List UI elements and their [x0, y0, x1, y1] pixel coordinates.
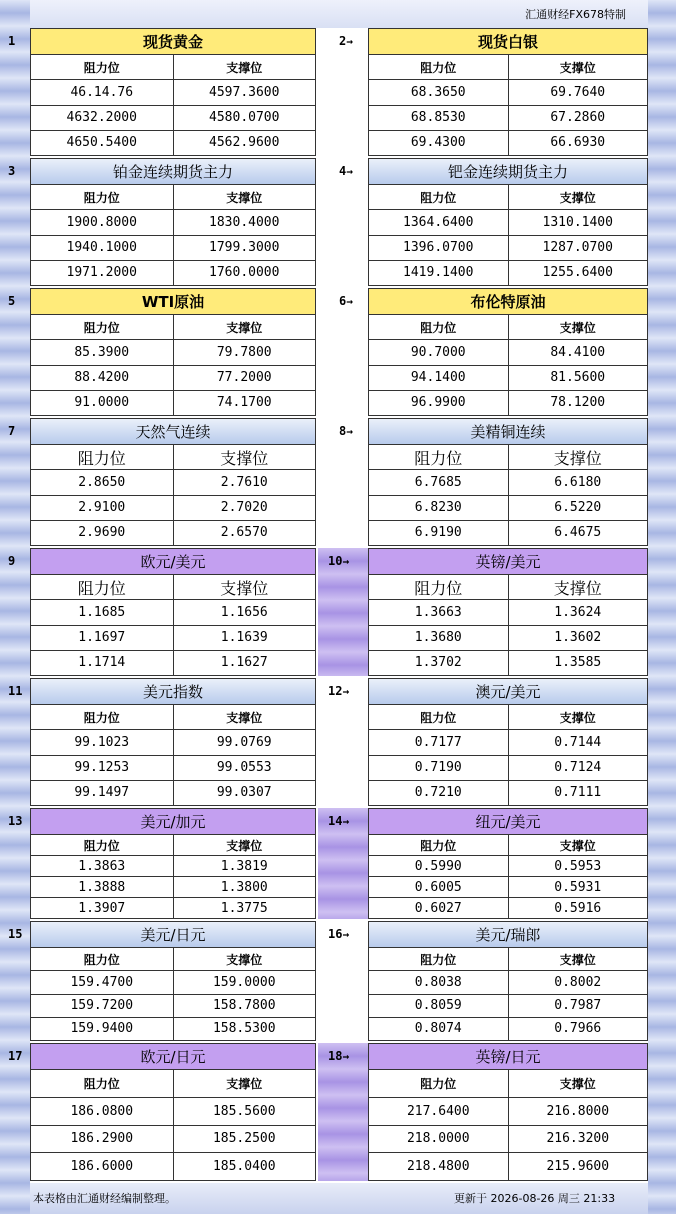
resistance-value: 0.6027 — [414, 900, 462, 916]
resistance-value: 0.7210 — [414, 785, 462, 801]
quote-panel — [368, 678, 648, 806]
column-header-row — [31, 835, 315, 856]
panel-number-label: 18 — [328, 1049, 343, 1063]
column-header-row — [369, 185, 647, 210]
panel-title: 英镑/美元 — [369, 549, 647, 575]
resistance-header: 阻力位 — [414, 578, 463, 598]
column-header-row — [369, 835, 647, 856]
resistance-value: 68.3650 — [410, 84, 466, 100]
support-value: 77.2000 — [173, 366, 316, 390]
price-row — [31, 898, 315, 918]
support-value: 6.4675 — [508, 521, 648, 545]
price-row — [369, 340, 647, 365]
support-value: 4562.9600 — [173, 131, 316, 155]
quote-panel — [30, 808, 316, 919]
support-value: 1.3819 — [173, 856, 316, 876]
quote-panel — [368, 158, 648, 286]
panel-number: 9 — [8, 554, 16, 568]
support-header: 支撑位 — [508, 315, 648, 339]
resistance-header: 阻力位 — [420, 190, 457, 205]
resistance-value: 99.1253 — [74, 760, 130, 776]
support-value: 2.7610 — [173, 470, 316, 494]
price-row — [369, 1153, 647, 1180]
resistance-value: 0.5990 — [414, 858, 462, 874]
support-value: 158.5300 — [173, 1018, 316, 1040]
column-header-row — [31, 55, 315, 80]
resistance-value: 186.6000 — [70, 1159, 134, 1175]
resistance-value: 1.1714 — [78, 655, 126, 671]
resistance-value: 1.3680 — [414, 630, 462, 646]
panel-number-label: 12 — [328, 684, 343, 698]
price-row — [31, 236, 315, 261]
resistance-header: 阻力位 — [420, 838, 457, 853]
resistance-value: 1419.1400 — [403, 265, 474, 281]
panel-number-label: 6 — [339, 294, 347, 308]
price-row — [369, 366, 647, 391]
right-gutter — [648, 0, 676, 1214]
support-value: 66.6930 — [508, 131, 648, 155]
support-header: 支撑位 — [508, 1070, 648, 1097]
support-value: 1310.1400 — [508, 210, 648, 234]
column-header-row — [369, 315, 647, 340]
resistance-value: 1940.1000 — [66, 240, 137, 256]
price-row — [369, 995, 647, 1018]
resistance-value: 90.7000 — [410, 344, 466, 360]
panel-number — [328, 927, 349, 941]
price-row — [31, 756, 315, 781]
price-row — [31, 1098, 315, 1126]
price-row — [31, 971, 315, 994]
quote-panel — [30, 158, 316, 286]
column-header-row — [31, 185, 315, 210]
support-header: 支撑位 — [508, 705, 648, 729]
resistance-value: 2.9100 — [78, 500, 126, 516]
resistance-value: 159.4700 — [70, 974, 134, 990]
resistance-value: 68.8530 — [410, 110, 466, 126]
support-header: 支撑位 — [508, 948, 648, 970]
price-row — [31, 781, 315, 805]
support-header: 支撑位 — [508, 55, 648, 79]
panel-number: 11 — [8, 684, 23, 698]
price-row — [31, 131, 315, 155]
support-value: 0.5953 — [508, 856, 648, 876]
footer-note: 本表格由汇通财经编制整理。 — [33, 1192, 176, 1205]
resistance-value: 2.8650 — [78, 474, 126, 490]
price-row — [31, 470, 315, 495]
panel-number-label: 2 — [339, 34, 347, 48]
price-row — [369, 131, 647, 155]
resistance-value: 99.1497 — [74, 785, 130, 801]
panel-title: 美元/瑞郎 — [369, 922, 647, 948]
arrow-right-icon: → — [342, 815, 350, 828]
price-row — [369, 236, 647, 261]
resistance-value: 1364.6400 — [403, 214, 474, 230]
price-row — [369, 877, 647, 898]
price-row — [369, 1126, 647, 1154]
price-row — [369, 626, 647, 651]
support-value: 1.1656 — [173, 600, 316, 624]
resistance-value: 0.6005 — [414, 879, 462, 895]
arrow-right-icon: → — [342, 928, 350, 941]
support-value: 84.4100 — [508, 340, 648, 364]
arrow-right-icon: → — [342, 555, 350, 568]
resistance-value: 1.3702 — [414, 655, 462, 671]
support-value: 74.1700 — [173, 391, 316, 415]
price-row — [369, 856, 647, 877]
support-value: 2.6570 — [173, 521, 316, 545]
column-header-row — [31, 315, 315, 340]
panel-number-label: 8 — [339, 424, 347, 438]
support-value: 69.7640 — [508, 80, 648, 104]
resistance-header: 阻力位 — [83, 60, 120, 75]
column-header-row — [369, 948, 647, 971]
price-row — [369, 1098, 647, 1126]
price-row — [369, 391, 647, 415]
support-value: 1.3775 — [173, 898, 316, 918]
support-value: 0.7124 — [508, 756, 648, 780]
resistance-header: 阻力位 — [83, 710, 120, 725]
support-header: 支撑位 — [173, 55, 316, 79]
support-header: 支撑位 — [508, 835, 648, 855]
price-row — [369, 210, 647, 235]
support-value: 1287.0700 — [508, 236, 648, 260]
resistance-value: 6.8230 — [414, 500, 462, 516]
arrow-right-icon: → — [346, 295, 353, 308]
resistance-value: 1.3888 — [78, 879, 126, 895]
resistance-value: 96.9900 — [410, 395, 466, 411]
panel-number — [328, 814, 349, 828]
resistance-value: 46.14.76 — [70, 84, 134, 100]
support-value: 216.8000 — [508, 1098, 648, 1125]
resistance-value: 159.9400 — [70, 1021, 134, 1037]
resistance-header: 阻力位 — [420, 710, 457, 725]
support-value: 0.7987 — [508, 995, 648, 1017]
price-row — [369, 470, 647, 495]
column-header-row — [369, 1070, 647, 1098]
price-row — [369, 261, 647, 285]
quote-panel — [368, 808, 648, 919]
support-value: 1.1639 — [173, 626, 316, 650]
support-header: 支撑位 — [173, 1070, 316, 1097]
resistance-value: 0.8038 — [414, 974, 462, 990]
support-value: 0.7144 — [508, 730, 648, 754]
support-value: 6.6180 — [508, 470, 648, 494]
panel-number: 7 — [8, 424, 16, 438]
arrow-right-icon: → — [342, 685, 350, 698]
panel-number — [339, 164, 353, 178]
panel-title: 现货黄金 — [31, 29, 315, 55]
resistance-value: 1900.8000 — [66, 214, 137, 230]
price-row — [369, 106, 647, 131]
support-value: 99.0769 — [173, 730, 316, 754]
resistance-value: 159.7200 — [70, 998, 134, 1014]
resistance-value: 217.6400 — [406, 1103, 470, 1119]
panel-number: 15 — [8, 927, 23, 941]
quote-panel — [30, 548, 316, 676]
resistance-value: 1.3663 — [414, 604, 462, 620]
support-value: 4580.0700 — [173, 106, 316, 130]
price-row — [31, 80, 315, 105]
panel-number: 3 — [8, 164, 16, 178]
resistance-header: 阻力位 — [414, 448, 463, 468]
support-header: 支撑位 — [508, 575, 648, 599]
resistance-header: 阻力位 — [83, 952, 120, 967]
resistance-header: 阻力位 — [77, 578, 126, 598]
price-row — [31, 856, 315, 877]
price-row — [31, 261, 315, 285]
quote-panel — [368, 418, 648, 546]
support-value: 1.1627 — [173, 651, 316, 675]
panel-number — [328, 1049, 349, 1063]
panel-title: 美精铜连续 — [369, 419, 647, 445]
support-value: 99.0553 — [173, 756, 316, 780]
price-row — [369, 781, 647, 805]
support-header: 支撑位 — [508, 445, 648, 469]
support-value: 1.3585 — [508, 651, 648, 675]
panel-title: 铂金连续期货主力 — [31, 159, 315, 185]
price-row — [369, 730, 647, 755]
support-value: 1830.4000 — [173, 210, 316, 234]
quote-panel — [30, 288, 316, 416]
support-value: 4597.3600 — [173, 80, 316, 104]
panel-number — [339, 424, 353, 438]
panel-title: 英镑/日元 — [369, 1044, 647, 1070]
panel-title: 美元/日元 — [31, 922, 315, 948]
price-row — [369, 756, 647, 781]
column-header-row — [31, 948, 315, 971]
price-row — [31, 340, 315, 365]
resistance-value: 1.1697 — [78, 630, 126, 646]
column-header-row — [369, 575, 647, 600]
resistance-value: 0.7190 — [414, 760, 462, 776]
resistance-header: 阻力位 — [420, 952, 457, 967]
support-value: 78.1200 — [508, 391, 648, 415]
quote-panel — [368, 548, 648, 676]
quote-panel — [30, 418, 316, 546]
panel-number: 5 — [8, 294, 16, 308]
support-value: 159.0000 — [173, 971, 316, 993]
resistance-value: 85.3900 — [74, 344, 130, 360]
column-header-row — [31, 1070, 315, 1098]
panel-title: WTI原油 — [31, 289, 315, 315]
quote-panel — [30, 921, 316, 1041]
resistance-value: 1.1685 — [78, 604, 126, 620]
resistance-value: 186.2900 — [70, 1131, 134, 1147]
panel-number-label: 10 — [328, 554, 343, 568]
resistance-header: 阻力位 — [83, 838, 120, 853]
panel-number — [328, 684, 349, 698]
price-row — [31, 995, 315, 1018]
resistance-value: 6.7685 — [414, 474, 462, 490]
price-row — [31, 626, 315, 651]
resistance-value: 0.8074 — [414, 1021, 462, 1037]
resistance-value: 4632.2000 — [66, 110, 137, 126]
price-row — [369, 971, 647, 994]
price-row — [369, 80, 647, 105]
price-row — [369, 496, 647, 521]
arrow-right-icon: → — [346, 425, 353, 438]
resistance-value: 0.8059 — [414, 998, 462, 1014]
price-row — [31, 521, 315, 545]
arrow-right-icon: → — [346, 35, 353, 48]
support-value: 6.5220 — [508, 496, 648, 520]
panel-number — [339, 34, 353, 48]
price-row — [31, 600, 315, 625]
support-header: 支撑位 — [173, 315, 316, 339]
panel-title: 欧元/日元 — [31, 1044, 315, 1070]
resistance-value: 0.7177 — [414, 734, 462, 750]
quote-panel — [368, 1043, 648, 1181]
support-value: 0.8002 — [508, 971, 648, 993]
resistance-header: 阻力位 — [83, 190, 120, 205]
support-value: 1.3602 — [508, 626, 648, 650]
resistance-value: 99.1023 — [74, 734, 130, 750]
price-row — [31, 496, 315, 521]
support-value: 185.0400 — [173, 1153, 316, 1180]
support-value: 185.5600 — [173, 1098, 316, 1125]
support-value: 1.3624 — [508, 600, 648, 624]
price-row — [369, 600, 647, 625]
resistance-value: 218.4800 — [406, 1159, 470, 1175]
panel-title: 纽元/美元 — [369, 809, 647, 835]
column-header-row — [369, 705, 647, 730]
panel-title: 钯金连续期货主力 — [369, 159, 647, 185]
support-value: 158.7800 — [173, 995, 316, 1017]
panel-number: 13 — [8, 814, 23, 828]
panel-number — [339, 294, 353, 308]
price-row — [31, 1018, 315, 1040]
panel-title: 澳元/美元 — [369, 679, 647, 705]
quote-panel — [368, 921, 648, 1041]
support-value: 185.2500 — [173, 1126, 316, 1153]
resistance-value: 2.9690 — [78, 525, 126, 541]
support-value: 99.0307 — [173, 781, 316, 805]
support-value: 216.3200 — [508, 1126, 648, 1153]
quote-panel — [368, 28, 648, 156]
resistance-value: 1396.0700 — [403, 240, 474, 256]
update-time: 更新于 2026-08-26 周三 21:33 — [454, 1192, 616, 1205]
quote-panel — [368, 288, 648, 416]
panel-title: 欧元/美元 — [31, 549, 315, 575]
support-header: 支撑位 — [173, 575, 316, 599]
resistance-value: 1.3863 — [78, 858, 126, 874]
panel-title: 美元/加元 — [31, 809, 315, 835]
site-title: 汇通财经FX678特制 — [525, 8, 626, 21]
left-gutter — [0, 0, 30, 1214]
panel-number: 1 — [8, 34, 16, 48]
arrow-right-icon: → — [342, 1050, 350, 1063]
price-row — [31, 366, 315, 391]
support-value: 67.2860 — [508, 106, 648, 130]
resistance-value: 1.3907 — [78, 900, 126, 916]
price-row — [31, 730, 315, 755]
price-row — [31, 106, 315, 131]
resistance-value: 94.1400 — [410, 370, 466, 386]
support-header: 支撑位 — [173, 705, 316, 729]
resistance-value: 218.0000 — [406, 1131, 470, 1147]
support-header: 支撑位 — [173, 835, 316, 855]
panel-title: 天然气连续 — [31, 419, 315, 445]
resistance-value: 186.0800 — [70, 1103, 134, 1119]
resistance-value: 69.4300 — [410, 135, 466, 151]
panel-number-label: 4 — [339, 164, 347, 178]
support-header: 支撑位 — [173, 445, 316, 469]
resistance-header: 阻力位 — [83, 320, 120, 335]
price-row — [31, 391, 315, 415]
panel-number-label: 14 — [328, 814, 343, 828]
support-header: 支撑位 — [173, 948, 316, 970]
support-value: 1799.3000 — [173, 236, 316, 260]
price-row — [31, 210, 315, 235]
middle-divider — [318, 1043, 368, 1181]
support-value: 0.5931 — [508, 877, 648, 897]
quote-panel — [30, 1043, 316, 1181]
price-row — [31, 651, 315, 675]
price-row — [31, 877, 315, 898]
resistance-value: 88.4200 — [74, 370, 130, 386]
support-header: 支撑位 — [173, 185, 316, 209]
support-value: 0.5916 — [508, 898, 648, 918]
price-row — [369, 521, 647, 545]
column-header-row — [369, 55, 647, 80]
column-header-row — [31, 445, 315, 470]
quote-panel — [30, 678, 316, 806]
arrow-right-icon: → — [346, 165, 353, 178]
support-value: 1760.0000 — [173, 261, 316, 285]
support-value: 215.9600 — [508, 1153, 648, 1180]
panel-title: 布伦特原油 — [369, 289, 647, 315]
resistance-header: 阻力位 — [420, 320, 457, 335]
support-value: 0.7111 — [508, 781, 648, 805]
support-value: 81.5600 — [508, 366, 648, 390]
resistance-value: 1971.2000 — [66, 265, 137, 281]
support-value: 79.7800 — [173, 340, 316, 364]
panel-number — [328, 554, 349, 568]
support-value: 0.7966 — [508, 1018, 648, 1040]
panel-title: 现货白银 — [369, 29, 647, 55]
support-value: 1255.6400 — [508, 261, 648, 285]
resistance-header: 阻力位 — [83, 1076, 120, 1091]
resistance-header: 阻力位 — [420, 60, 457, 75]
resistance-value: 91.0000 — [74, 395, 130, 411]
price-row — [369, 651, 647, 675]
panel-number-label: 16 — [328, 927, 343, 941]
quote-panel — [30, 28, 316, 156]
support-value: 2.7020 — [173, 496, 316, 520]
price-row — [31, 1126, 315, 1154]
column-header-row — [369, 445, 647, 470]
support-header: 支撑位 — [508, 185, 648, 209]
price-row — [369, 898, 647, 918]
support-value: 1.3800 — [173, 877, 316, 897]
panel-title: 美元指数 — [31, 679, 315, 705]
resistance-value: 6.9190 — [414, 525, 462, 541]
column-header-row — [31, 705, 315, 730]
price-row — [369, 1018, 647, 1040]
resistance-value: 4650.5400 — [66, 135, 137, 151]
panel-number: 17 — [8, 1049, 23, 1063]
resistance-header: 阻力位 — [420, 1076, 457, 1091]
resistance-header: 阻力位 — [77, 448, 126, 468]
column-header-row — [31, 575, 315, 600]
price-row — [31, 1153, 315, 1180]
